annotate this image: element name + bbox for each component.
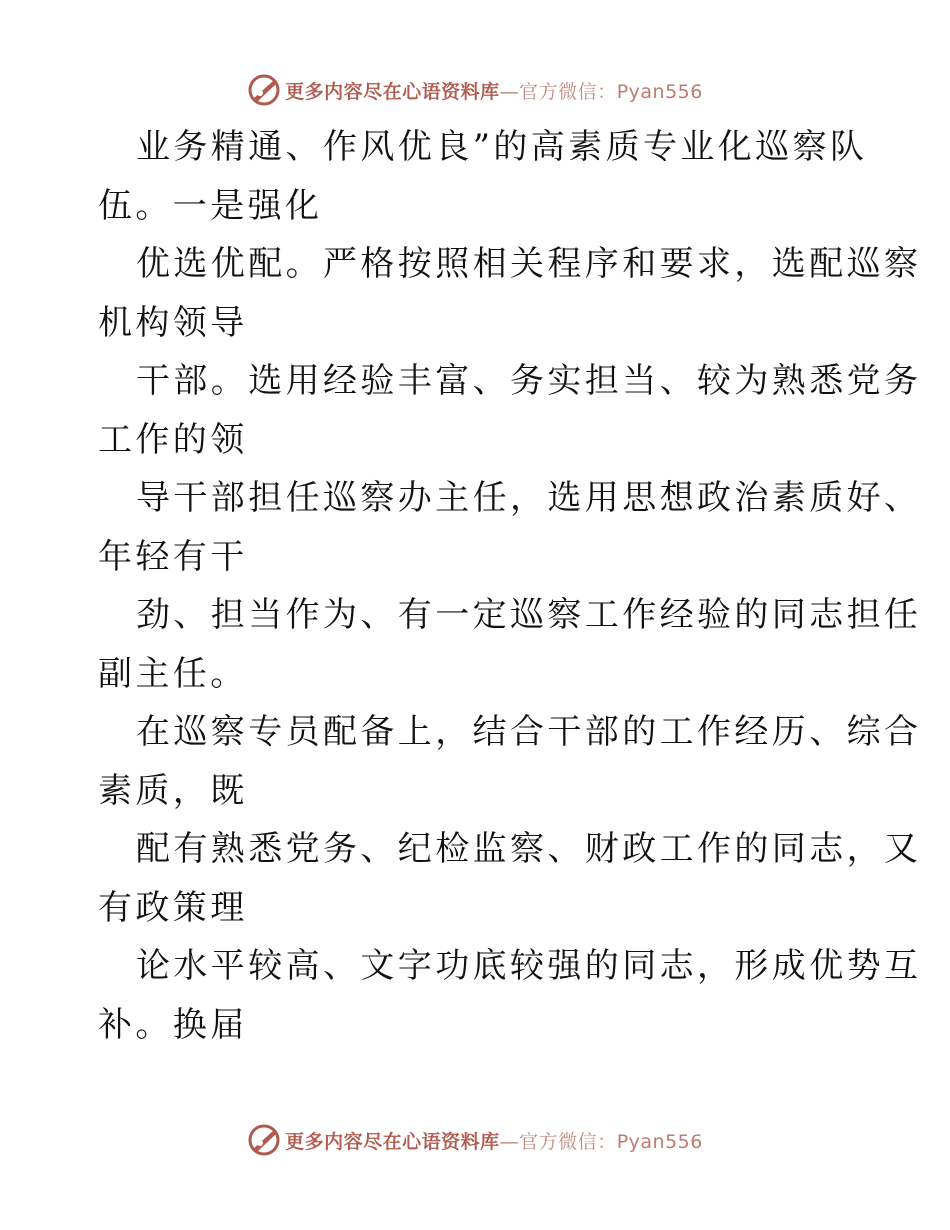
paragraph-line: 干部。选用经验丰富、务实担当、较为熟悉党务 (136, 361, 922, 401)
paragraph (98, 469, 922, 586)
header-banner (0, 70, 950, 110)
paragraph-line: 素质，既 (98, 770, 248, 811)
paragraph (98, 937, 922, 1054)
footer-dash: — (499, 1130, 520, 1153)
paragraph-line: 补。换届 (98, 1004, 248, 1045)
paragraph-line: 优选优配。严格按照相关程序和要求，选配巡察 (136, 244, 922, 284)
header-wechat-id: Pyan556 (616, 80, 703, 103)
document-body (98, 118, 922, 1054)
paragraph-line: 伍。一是强化 (98, 185, 323, 226)
header-wechat-label: 官方微信： (519, 80, 617, 103)
paragraph (98, 352, 922, 469)
logo-icon (247, 1123, 281, 1157)
paragraph-line: 副主任。 (98, 653, 248, 694)
paragraph-line: 劲、担当作为、有一定巡察工作经验的同志担任 (136, 595, 922, 635)
footer-wechat-label: 官方微信： (519, 1130, 617, 1153)
paragraph (98, 820, 922, 937)
logo-icon (247, 73, 281, 107)
header-text (285, 77, 703, 104)
paragraph-line: 机构领导 (98, 302, 248, 343)
paragraph-line: 在巡察专员配备上，结合干部的工作经历、综合 (136, 712, 922, 752)
header-brand: 更多内容尽在心语资料库 (285, 80, 500, 103)
paragraph-line: 工作的领 (98, 419, 248, 460)
footer-banner (0, 1120, 950, 1160)
footer-wechat-id: Pyan556 (616, 1130, 703, 1153)
paragraph-line: 有政策理 (98, 887, 248, 928)
paragraph-line: 配有熟悉党务、纪检监察、财政工作的同志，又 (136, 829, 922, 869)
paragraph-line: 业务精通、作风优良”的高素质专业化巡察队 (136, 127, 868, 167)
footer-text (285, 1127, 703, 1154)
paragraph (98, 235, 922, 352)
paragraph (98, 118, 878, 235)
paragraph (98, 586, 922, 703)
paragraph-line: 导干部担任巡察办主任，选用思想政治素质好、 (136, 478, 922, 518)
paragraph-line: 年轻有干 (98, 536, 248, 577)
header-dash: — (499, 80, 520, 103)
paragraph (98, 703, 922, 820)
paragraph-line: 论水平较高、文字功底较强的同志，形成优势互 (136, 946, 922, 986)
footer-brand: 更多内容尽在心语资料库 (285, 1130, 500, 1153)
